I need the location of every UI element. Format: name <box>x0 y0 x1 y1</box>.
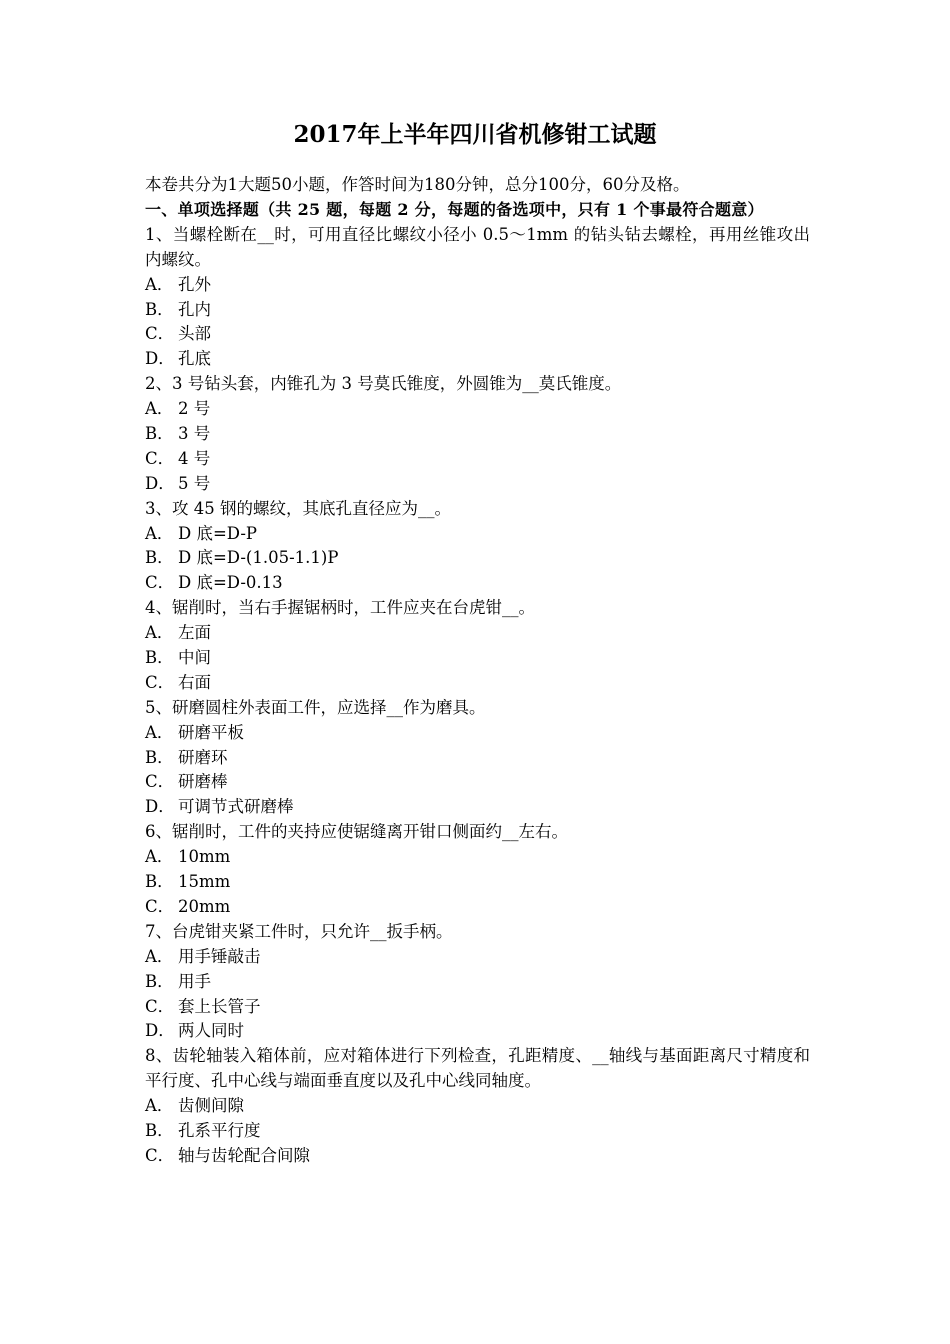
question-block <box>145 372 810 496</box>
option-text: 右面 <box>178 672 211 692</box>
document-title: 2017年上半年四川省机修钳工试题 <box>293 121 657 148</box>
option-letter: B． <box>145 1121 174 1141</box>
answer-option <box>145 1144 810 1169</box>
answer-option <box>145 895 810 920</box>
option-letter: B． <box>145 548 174 568</box>
option-text: 孔外 <box>178 274 211 294</box>
option-text: D 底=D-(1.05-1.1)P <box>178 548 339 568</box>
option-text: 轴与齿轮配合间隙 <box>178 1145 310 1165</box>
answer-option <box>145 721 810 746</box>
question-block <box>145 696 810 820</box>
option-letter: B． <box>145 648 174 668</box>
answer-option <box>145 1119 810 1144</box>
option-text: 研磨环 <box>178 747 228 767</box>
question-stem: 3、攻 45 钢的螺纹，其底孔直径应为__。 <box>145 498 451 518</box>
option-letter: C． <box>145 996 175 1016</box>
option-letter: A． <box>145 623 174 643</box>
option-letter: A． <box>145 722 174 742</box>
question-block <box>145 1044 810 1168</box>
option-letter: B． <box>145 971 174 991</box>
answer-option <box>145 522 810 547</box>
option-letter: A． <box>145 399 174 419</box>
option-text: 孔系平行度 <box>178 1121 261 1141</box>
question-stem: 6、锯削时，工件的夹持应使锯缝离开钳口侧面约__左右。 <box>145 822 568 842</box>
answer-option <box>145 571 810 596</box>
option-text: 头部 <box>178 324 211 344</box>
option-letter: C． <box>145 772 175 792</box>
option-letter: C． <box>145 672 175 692</box>
option-text: 20mm <box>178 896 231 916</box>
option-letter: C． <box>145 324 175 344</box>
option-letter: D． <box>145 473 175 493</box>
question-block <box>145 920 810 1044</box>
option-letter: C． <box>145 448 175 468</box>
question-block <box>145 596 810 696</box>
option-letter: D． <box>145 349 175 369</box>
option-letter: A． <box>145 1096 174 1116</box>
question-stem: 4、锯削时，当右手握锯柄时，工件应夹在台虎钳__。 <box>145 598 535 618</box>
option-letter: D． <box>145 797 175 817</box>
option-text: 用手锤敲击 <box>178 946 261 966</box>
answer-option <box>145 347 810 372</box>
option-letter: B． <box>145 299 174 319</box>
question-list <box>145 223 810 1169</box>
document-body <box>145 173 810 1169</box>
exam-intro: 本卷共分为1大题50小题，作答时间为180分钟，总分100分，60分及格。 <box>145 175 690 194</box>
option-text: D 底=D-P <box>178 523 258 543</box>
answer-option <box>145 322 810 347</box>
option-letter: C． <box>145 896 175 916</box>
answer-option <box>145 621 810 646</box>
option-letter: A． <box>145 274 174 294</box>
option-letter: A． <box>145 946 174 966</box>
option-text: 15mm <box>178 872 231 892</box>
option-letter: C． <box>145 573 175 593</box>
question-block <box>145 820 810 920</box>
option-letter: B． <box>145 747 174 767</box>
answer-option <box>145 298 810 323</box>
answer-option <box>145 845 810 870</box>
option-text: 套上长管子 <box>178 996 261 1016</box>
question-stem: 2、3 号钻头套，内锥孔为 3 号莫氏锥度，外圆锥为__莫氏锥度。 <box>145 374 622 394</box>
question-block <box>145 223 810 372</box>
answer-option <box>145 646 810 671</box>
option-text: 5 号 <box>178 473 211 493</box>
option-text: 研磨平板 <box>178 722 244 742</box>
option-text: 研磨棒 <box>178 772 228 792</box>
option-letter: D． <box>145 1021 175 1041</box>
option-text: 中间 <box>178 648 211 668</box>
answer-option <box>145 746 810 771</box>
option-text: 4 号 <box>178 448 211 468</box>
answer-option <box>145 795 810 820</box>
question-stem: 5、研磨圆柱外表面工件，应选择__作为磨具。 <box>145 697 486 717</box>
option-text: 孔内 <box>178 299 211 319</box>
answer-option <box>145 1019 810 1044</box>
answer-option <box>145 970 810 995</box>
option-letter: B． <box>145 423 174 443</box>
option-letter: B． <box>145 872 174 892</box>
option-text: 2 号 <box>178 399 211 419</box>
answer-option <box>145 472 810 497</box>
option-text: 两人同时 <box>178 1021 244 1041</box>
question-stem: 7、台虎钳夹紧工件时，只允许__扳手柄。 <box>145 921 453 941</box>
option-text: 3 号 <box>178 423 211 443</box>
answer-option <box>145 870 810 895</box>
option-text: 齿侧间隙 <box>178 1096 244 1116</box>
option-text: 10mm <box>178 847 231 867</box>
question-stem: 8、齿轮轴装入箱体前，应对箱体进行下列检查，孔距精度、__轴线与基面距离尺寸精度和平行度、孔中心线与端面垂直度以及孔中心线同轴度。 <box>145 1046 810 1091</box>
option-text: 孔底 <box>178 349 211 369</box>
option-letter: A． <box>145 847 174 867</box>
answer-option <box>145 397 810 422</box>
question-block <box>145 497 810 597</box>
answer-option <box>145 770 810 795</box>
option-letter: C． <box>145 1145 175 1165</box>
answer-option <box>145 546 810 571</box>
answer-option <box>145 995 810 1020</box>
section-heading: 一、单项选择题（共 25 题，每题 2 分，每题的备选项中，只有 1 个事最符合题意） <box>145 199 764 219</box>
answer-option <box>145 422 810 447</box>
answer-option <box>145 273 810 298</box>
answer-option <box>145 1094 810 1119</box>
option-text: D 底=D-0.13 <box>178 573 283 593</box>
answer-option <box>145 945 810 970</box>
answer-option <box>145 671 810 696</box>
option-text: 左面 <box>178 623 211 643</box>
question-stem: 1、当螺栓断在__时，可用直径比螺纹小径小 0.5～1mm 的钻头钻去螺栓，再用丝锥攻出内螺纹。 <box>145 224 810 269</box>
answer-option <box>145 447 810 472</box>
option-letter: A． <box>145 523 174 543</box>
option-text: 可调节式研磨棒 <box>178 797 294 817</box>
option-text: 用手 <box>178 971 211 991</box>
